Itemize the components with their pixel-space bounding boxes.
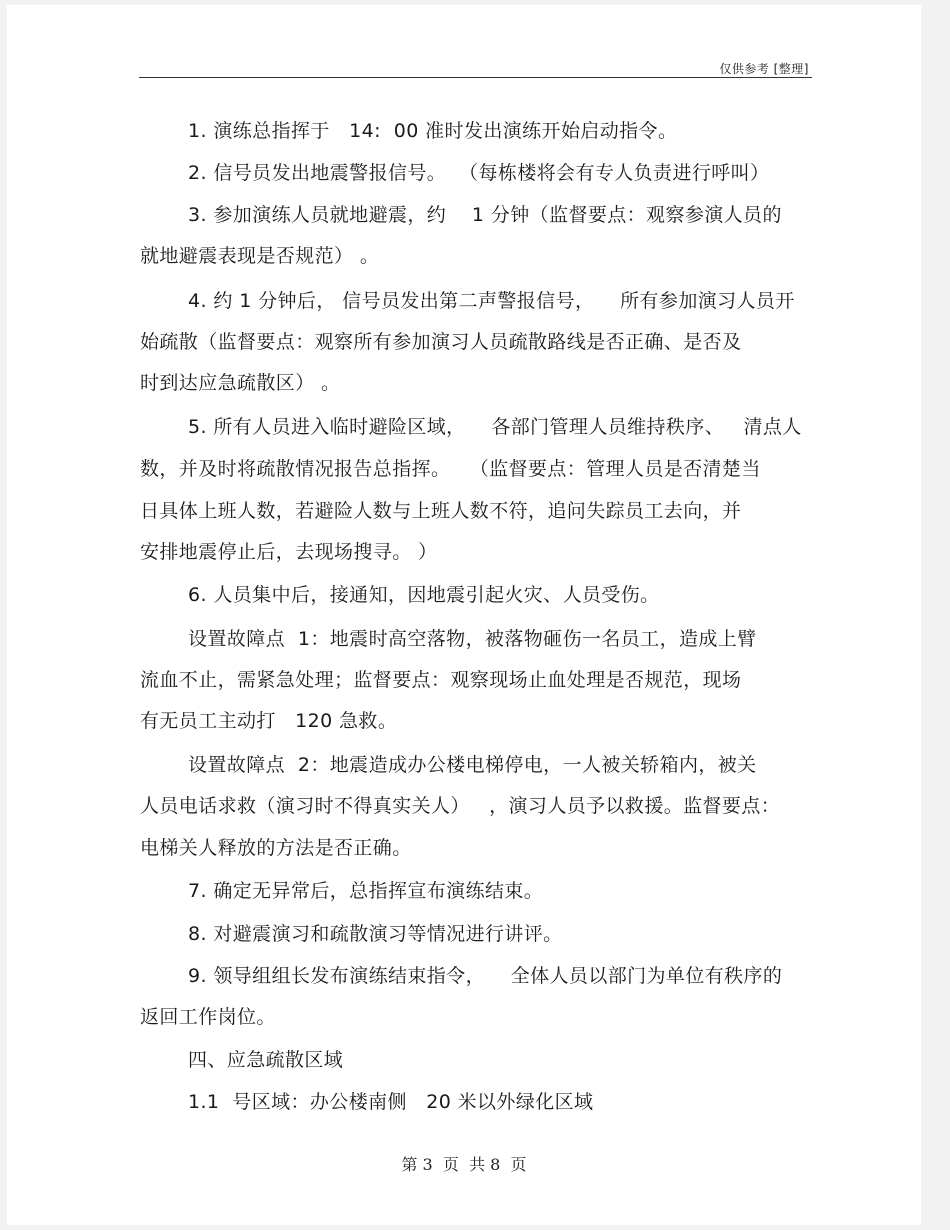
body-line: 安排地震停止后，去现场搜寻。 ） [140, 541, 438, 563]
body-line: 电梯关人释放的方法是否正确。 [140, 837, 412, 859]
header-note: 仅供参考 [整理] [719, 62, 809, 76]
body-line: 人员电话求救（演习时不得真实关人） ，演习人员予以救援。监督要点： [140, 795, 781, 817]
body-line: 流血不止，需紧急处理；监督要点：观察现场止血处理是否规范，现场 [140, 669, 742, 691]
body-line: 1.1 号区域：办公楼南侧 20 米以外绿化区域 [188, 1091, 594, 1113]
body-line: 6. 人员集中后，接通知，因地震引起火灾、人员受伤。 [188, 584, 660, 606]
body-line: 设置故障点 1：地震时高空落物，被落物砸伤一名员工，造成上臂 [188, 628, 757, 650]
body-line: 7. 确定无异常后，总指挥宣布演练结束。 [188, 880, 544, 902]
body-line: 设置故障点 2：地震造成办公楼电梯停电，一人被关轿箱内，被关 [188, 754, 757, 776]
body-line: 9. 领导组组长发布演练结束指令， 全体人员以部门为单位有秩序的 [188, 965, 783, 987]
body-line: 3. 参加演练人员就地避震，约 1 分钟（监督要点：观察参演人员的 [188, 204, 782, 226]
body-line: 数，并及时将疏散情况报告总指挥。 （监督要点：管理人员是否清楚当 [140, 458, 761, 480]
body-line: 4. 约 1 分钟后， 信号员发出第二声警报信号， 所有参加演习人员开 [188, 290, 795, 312]
body-line: 时到达应急疏散区） 。 [140, 372, 341, 394]
body-line: 就地避震表现是否规范） 。 [140, 245, 380, 267]
header-divider [139, 77, 812, 78]
section-heading: 四、应急疏散区域 [188, 1049, 344, 1071]
body-line: 始疏散（监督要点：观察所有参加演习人员疏散路线是否正确、是否及 [140, 331, 742, 353]
body-line: 5. 所有人员进入临时避险区域， 各部门管理人员维持秩序、 清点人 [188, 416, 802, 438]
body-line: 日具体上班人数，若避险人数与上班人数不符，追问失踪员工去向，并 [140, 500, 742, 522]
body-line: 8. 对避震演习和疏散演习等情况进行讲评。 [188, 923, 563, 945]
body-line: 2. 信号员发出地震警报信号。 （每栋楼将会有专人负责进行呼叫） [188, 162, 770, 184]
body-line: 1. 演练总指挥于 14: 00 准时发出演练开始启动指令。 [188, 120, 678, 142]
page-number: 第 3 页 共 8 页 [401, 1155, 527, 1174]
document-page [7, 5, 921, 1225]
body-line: 有无员工主动打 120 急救。 [140, 710, 398, 732]
body-line: 返回工作岗位。 [140, 1006, 276, 1028]
